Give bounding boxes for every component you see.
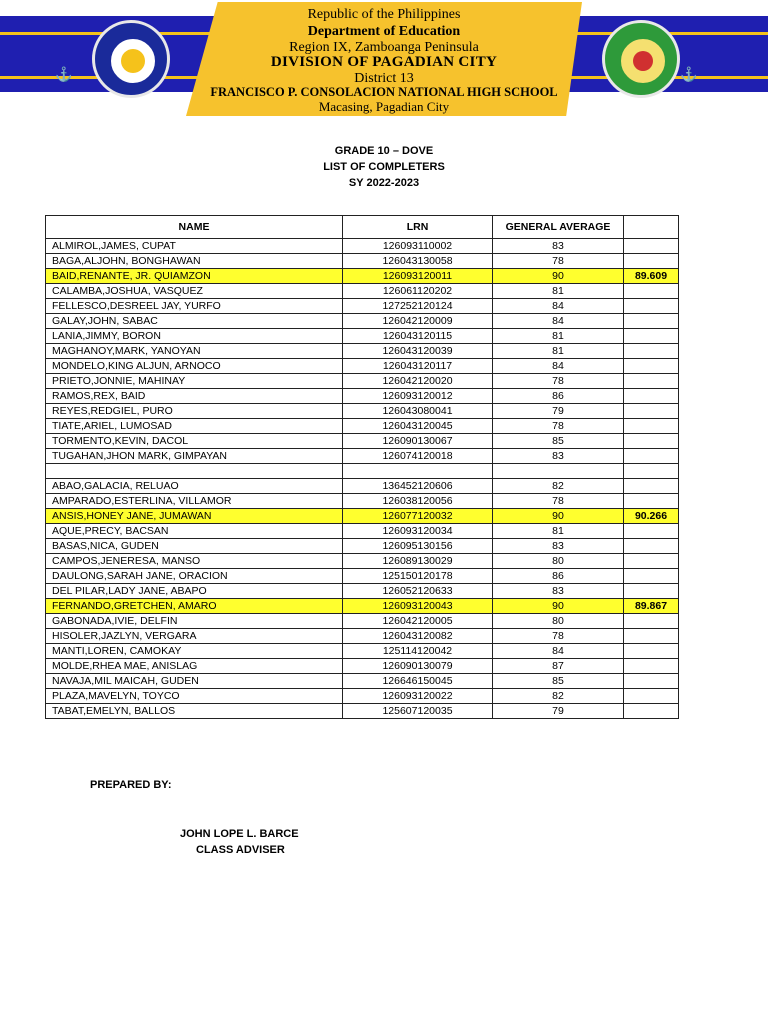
cell-extra	[624, 539, 679, 554]
cell-extra	[624, 584, 679, 599]
cell-extra	[624, 704, 679, 719]
cell-lrn: 127252120124	[343, 299, 493, 314]
cell-extra	[624, 419, 679, 434]
table-row	[46, 344, 679, 359]
cell-extra	[624, 449, 679, 464]
cell-lrn: 126042120009	[343, 314, 493, 329]
header-line-address: Macasing, Pagadian City	[318, 99, 450, 114]
cell-average: 78	[493, 374, 624, 389]
cell-lrn: 126093120022	[343, 689, 493, 704]
cell-average: 79	[493, 704, 624, 719]
table-row	[46, 539, 679, 554]
cell-lrn: 126042120020	[343, 374, 493, 389]
cell-extra	[624, 299, 679, 314]
table-row	[46, 644, 679, 659]
cell-average: 82	[493, 689, 624, 704]
cell-name: FELLESCO,DESREEL JAY, YURFO	[46, 299, 343, 314]
cell-name: TABAT,EMELYN, BALLOS	[46, 704, 343, 719]
table-header-row	[46, 216, 679, 239]
table-row	[46, 584, 679, 599]
header-line-region: Region IX, Zamboanga Peninsula	[289, 40, 479, 55]
anchor-icon: ⚓	[680, 66, 698, 82]
cell-average: 84	[493, 314, 624, 329]
cell-name: BAGA,ALJOHN, BONGHAWAN	[46, 254, 343, 269]
cell-lrn: 126093120043	[343, 599, 493, 614]
table-row	[46, 629, 679, 644]
cell-extra: 89.867	[624, 599, 679, 614]
cell-average: 85	[493, 674, 624, 689]
cell-average: 79	[493, 404, 624, 419]
cell-average: 83	[493, 239, 624, 254]
cell-name: PLAZA,MAVELYN, TOYCO	[46, 689, 343, 704]
cell-name: FERNANDO,GRETCHEN, AMARO	[46, 599, 343, 614]
cell-name: DAULONG,SARAH JANE, ORACION	[46, 569, 343, 584]
column-header-extra	[624, 216, 679, 239]
table-row	[46, 464, 679, 479]
cell-average: 90	[493, 269, 624, 284]
cell-extra	[624, 254, 679, 269]
cell-name: TIATE,ARIEL, LUMOSAD	[46, 419, 343, 434]
cell-average: 84	[493, 299, 624, 314]
table-row	[46, 449, 679, 464]
cell-extra	[624, 554, 679, 569]
cell-extra	[624, 374, 679, 389]
letterhead-banner	[0, 0, 768, 120]
cell-extra: 89.609	[624, 269, 679, 284]
cell-extra	[624, 659, 679, 674]
cell-average: 80	[493, 554, 624, 569]
cell-name: MANTI,LOREN, CAMOKAY	[46, 644, 343, 659]
table-row	[46, 599, 679, 614]
table-row	[46, 404, 679, 419]
division-seal-icon	[602, 20, 680, 98]
table-row	[46, 269, 679, 284]
cell-lrn: 126093110002	[343, 239, 493, 254]
cell-extra	[624, 674, 679, 689]
cell-average: 81	[493, 329, 624, 344]
cell-lrn: 126074120018	[343, 449, 493, 464]
cell-name: HISOLER,JAZLYN, VERGARA	[46, 629, 343, 644]
cell-name: TORMENTO,KEVIN, DACOL	[46, 434, 343, 449]
cell-lrn: 126089130029	[343, 554, 493, 569]
list-title: LIST OF COMPLETERS	[323, 161, 445, 173]
cell-name: CALAMBA,JOSHUA, VASQUEZ	[46, 284, 343, 299]
anchor-icon: ⚓	[55, 66, 73, 82]
cell-extra	[624, 359, 679, 374]
cell-average: 78	[493, 254, 624, 269]
table-row	[46, 524, 679, 539]
cell-lrn: 126043120045	[343, 419, 493, 434]
cell-extra	[624, 434, 679, 449]
cell-name: NAVAJA,MIL MAICAH, GUDEN	[46, 674, 343, 689]
header-line-department: Department of Education	[307, 24, 461, 39]
cell-extra	[624, 404, 679, 419]
cell-name: MAGHANOY,MARK, YANOYAN	[46, 344, 343, 359]
table-row	[46, 314, 679, 329]
cell-lrn: 126038120056	[343, 494, 493, 509]
cell-lrn: 126093120034	[343, 524, 493, 539]
cell-name: GABONADA,IVIE, DELFIN	[46, 614, 343, 629]
cell-average: 82	[493, 479, 624, 494]
table-row	[46, 299, 679, 314]
cell-lrn: 126095130156	[343, 539, 493, 554]
table-row	[46, 659, 679, 674]
adviser-name: JOHN LOPE L. BARCE	[180, 828, 299, 840]
cell-lrn: 126043080041	[343, 404, 493, 419]
cell-extra	[624, 689, 679, 704]
cell-lrn: 126043120115	[343, 329, 493, 344]
cell-lrn: 126077120032	[343, 509, 493, 524]
header-line-division: DIVISION OF PAGADIAN CITY	[270, 54, 498, 70]
cell-extra	[624, 389, 679, 404]
cell-extra	[624, 479, 679, 494]
cell-name: AQUE,PRECY, BACSAN	[46, 524, 343, 539]
cell-average	[493, 464, 624, 479]
cell-average: 84	[493, 644, 624, 659]
cell-lrn: 126093120011	[343, 269, 493, 284]
cell-average: 83	[493, 539, 624, 554]
cell-name: ALMIROL,JAMES, CUPAT	[46, 239, 343, 254]
cell-lrn: 126043120039	[343, 344, 493, 359]
cell-extra: 90.266	[624, 509, 679, 524]
column-header-lrn: LRN	[343, 216, 493, 239]
table-row	[46, 389, 679, 404]
header-line-republic: Republic of the Philippines	[307, 7, 461, 22]
cell-extra	[624, 284, 679, 299]
column-header-average: GENERAL AVERAGE	[493, 216, 624, 239]
cell-extra	[624, 239, 679, 254]
cell-extra	[624, 494, 679, 509]
completers-table	[45, 215, 679, 719]
cell-average: 78	[493, 494, 624, 509]
cell-lrn: 126061120202	[343, 284, 493, 299]
cell-extra	[624, 614, 679, 629]
cell-average: 90	[493, 599, 624, 614]
cell-lrn: 126646150045	[343, 674, 493, 689]
cell-name: RAMOS,REX, BAID	[46, 389, 343, 404]
cell-lrn: 126052120633	[343, 584, 493, 599]
cell-average: 83	[493, 449, 624, 464]
cell-extra	[624, 329, 679, 344]
cell-name: CAMPOS,JENERESA, MANSO	[46, 554, 343, 569]
table-row	[46, 494, 679, 509]
cell-average: 80	[493, 614, 624, 629]
cell-name: TUGAHAN,JHON MARK, GIMPAYAN	[46, 449, 343, 464]
cell-name: GALAY,JOHN, SABAC	[46, 314, 343, 329]
table-row	[46, 569, 679, 584]
cell-lrn: 126090130079	[343, 659, 493, 674]
table-row	[46, 329, 679, 344]
cell-extra	[624, 344, 679, 359]
cell-average: 87	[493, 659, 624, 674]
cell-name: REYES,REDGIEL, PURO	[46, 404, 343, 419]
section-title: GRADE 10 – DOVE	[334, 145, 434, 157]
cell-name: PRIETO,JONNIE, MAHINAY	[46, 374, 343, 389]
cell-lrn: 126043120117	[343, 359, 493, 374]
table-row	[46, 614, 679, 629]
cell-name: ANSIS,HONEY JANE, JUMAWAN	[46, 509, 343, 524]
cell-average: 84	[493, 359, 624, 374]
cell-lrn	[343, 464, 493, 479]
header-line-district: District 13	[354, 71, 414, 86]
cell-extra	[624, 629, 679, 644]
cell-extra	[624, 569, 679, 584]
table-row	[46, 704, 679, 719]
cell-lrn: 125607120035	[343, 704, 493, 719]
cell-lrn: 125150120178	[343, 569, 493, 584]
cell-lrn: 126093120012	[343, 389, 493, 404]
table-row	[46, 284, 679, 299]
cell-average: 81	[493, 524, 624, 539]
cell-lrn: 126043120082	[343, 629, 493, 644]
table-row	[46, 674, 679, 689]
cell-name: AMPARADO,ESTERLINA, VILLAMOR	[46, 494, 343, 509]
cell-name: BAID,RENANTE, JR. QUIAMZON	[46, 269, 343, 284]
cell-average: 83	[493, 584, 624, 599]
table-row	[46, 479, 679, 494]
table-row	[46, 254, 679, 269]
cell-lrn: 126090130067	[343, 434, 493, 449]
cell-lrn: 126043130058	[343, 254, 493, 269]
school-year: SY 2022-2023	[348, 177, 420, 189]
table-body	[46, 239, 679, 719]
cell-average: 85	[493, 434, 624, 449]
cell-average: 86	[493, 569, 624, 584]
prepared-by-label: PREPARED BY:	[90, 779, 172, 791]
cell-extra	[624, 524, 679, 539]
cell-average: 81	[493, 344, 624, 359]
cell-name: ABAO,GALACIA, RELUAO	[46, 479, 343, 494]
cell-name: LANIA,JIMMY, BORON	[46, 329, 343, 344]
cell-lrn: 136452120606	[343, 479, 493, 494]
table-row	[46, 374, 679, 389]
cell-extra	[624, 644, 679, 659]
deped-seal-icon	[92, 20, 170, 98]
cell-average: 78	[493, 419, 624, 434]
table-row	[46, 359, 679, 374]
table-row	[46, 554, 679, 569]
cell-name: MONDELO,KING ALJUN, ARNOCO	[46, 359, 343, 374]
cell-name	[46, 464, 343, 479]
cell-average: 78	[493, 629, 624, 644]
cell-average: 90	[493, 509, 624, 524]
table-row	[46, 434, 679, 449]
cell-average: 81	[493, 284, 624, 299]
cell-average: 86	[493, 389, 624, 404]
cell-lrn: 125114120042	[343, 644, 493, 659]
table-row	[46, 419, 679, 434]
cell-lrn: 126042120005	[343, 614, 493, 629]
cell-name: MOLDE,RHEA MAE, ANISLAG	[46, 659, 343, 674]
cell-name: BASAS,NICA, GUDEN	[46, 539, 343, 554]
table-row	[46, 689, 679, 704]
column-header-name: NAME	[46, 216, 343, 239]
table-row	[46, 239, 679, 254]
cell-extra	[624, 314, 679, 329]
adviser-role: CLASS ADVISER	[196, 844, 285, 856]
cell-extra	[624, 464, 679, 479]
table-row	[46, 509, 679, 524]
cell-name: DEL PILAR,LADY JANE, ABAPO	[46, 584, 343, 599]
header-line-school: FRANCISCO P. CONSOLACION NATIONAL HIGH SCHOOL	[210, 85, 558, 99]
